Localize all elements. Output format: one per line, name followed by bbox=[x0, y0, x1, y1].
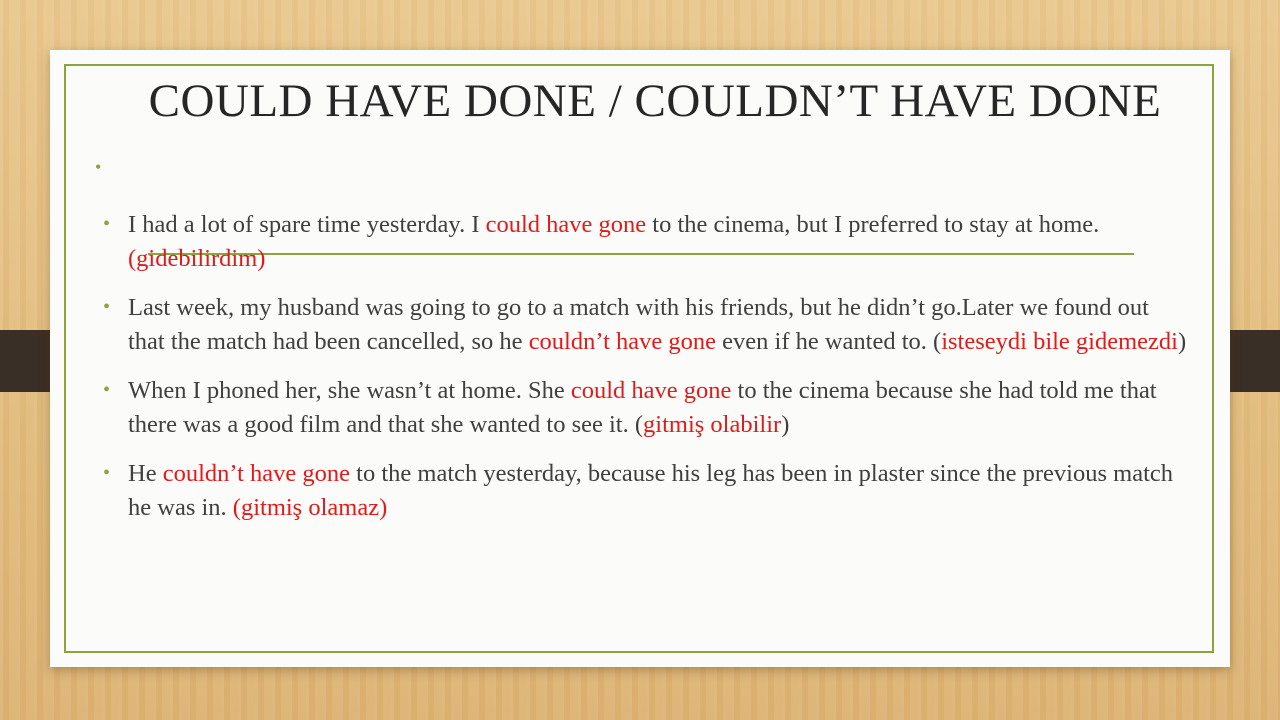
translation-note: isteseydi bile gidemezdi bbox=[941, 328, 1178, 355]
bullet-text: He bbox=[128, 460, 163, 487]
translation-note: gitmiş olabilir bbox=[643, 411, 782, 438]
highlight-phrase: could have gone bbox=[570, 377, 732, 404]
bullet-list bbox=[100, 208, 1190, 540]
title-bullet-icon: • bbox=[95, 157, 102, 177]
bullet-text: to the cinema because she had told me that there was a good film and that she wanted to see it. ( bbox=[128, 377, 1157, 438]
highlight-phrase: could have gone bbox=[485, 211, 647, 238]
bullet-dot-icon: • bbox=[103, 462, 111, 484]
bullet-text: I had a lot of spare time yesterday. I bbox=[128, 211, 486, 238]
bullet-item bbox=[100, 208, 1190, 276]
bullet-item bbox=[100, 374, 1190, 442]
highlight-phrase: couldn’t have gone bbox=[162, 460, 351, 487]
bullet-text: ) bbox=[781, 411, 790, 438]
translation-note: (gitmiş olamaz) bbox=[232, 494, 388, 521]
bullet-text: When I phoned her, she wasn’t at home. She bbox=[128, 377, 571, 404]
bullet-dot-icon: • bbox=[103, 379, 111, 401]
slide-title: COULD HAVE DONE / COULDN’T HAVE DONE bbox=[148, 75, 1162, 127]
translation-note: (gidebilirdim) bbox=[128, 245, 266, 272]
bullet-item bbox=[100, 457, 1190, 525]
bullet-dot-icon: • bbox=[103, 213, 111, 235]
bullet-item bbox=[100, 291, 1190, 359]
left-dark-band bbox=[0, 330, 52, 392]
bullet-dot-icon: • bbox=[103, 296, 111, 318]
bullet-text: to the cinema, but I preferred to stay at home. bbox=[646, 211, 1100, 238]
bullet-text: even if he wanted to. ( bbox=[716, 328, 942, 355]
bullet-text: Last week, my husband was going to go to a match with his friends, but he didn’t go.Later we found out that the match had been cancelled, so he bbox=[128, 294, 1149, 355]
bullet-text: to the match yesterday, because his leg has been in plaster since the previous match he was in. bbox=[128, 460, 1173, 521]
bullet-text: ) bbox=[1177, 328, 1187, 355]
highlight-phrase: couldn’t have gone bbox=[528, 328, 717, 355]
